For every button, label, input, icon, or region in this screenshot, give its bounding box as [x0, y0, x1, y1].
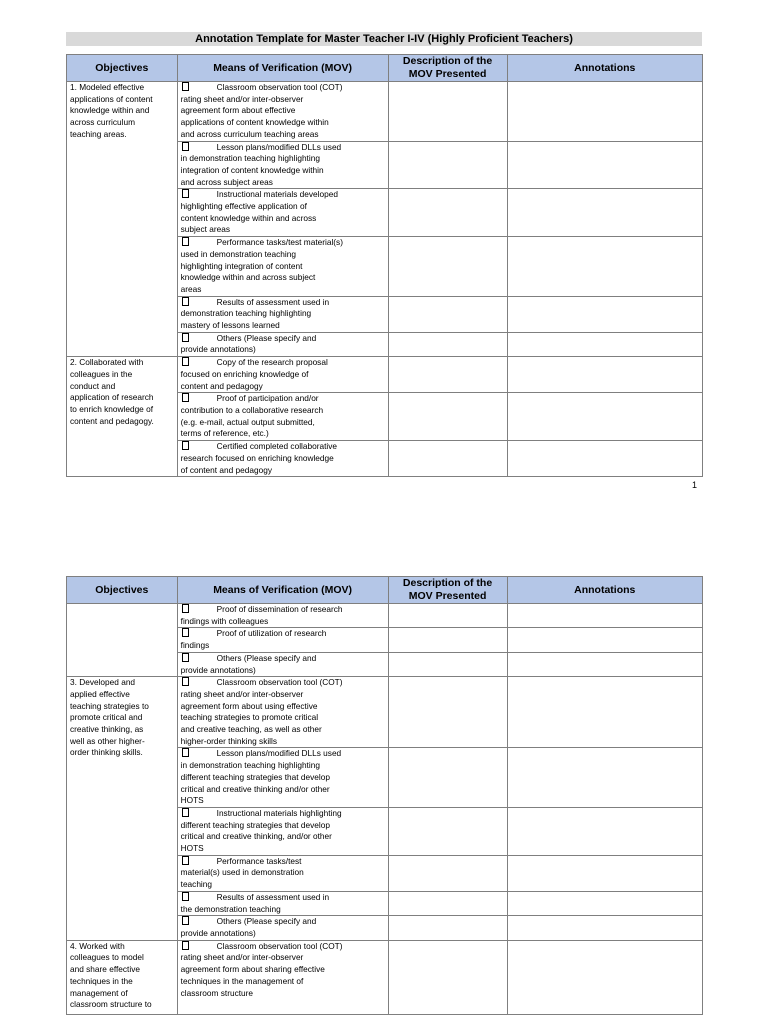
annotation-cell[interactable] — [507, 441, 702, 477]
annotation-table-page-2 — [66, 576, 703, 1015]
checkbox-icon — [182, 808, 189, 817]
mov-text: Others (Please specify and provide annotations) — [180, 332, 317, 355]
mov-text: Classroom observation tool (COT) rating sheet and/or inter-observer agreement form about effective applications of content knowledge within and across curriculum teaching areas — [180, 82, 343, 139]
objective-cell — [67, 604, 178, 677]
header-objectives: Objectives — [67, 577, 178, 604]
header-mov: Means of Verification (MOV) — [177, 577, 388, 604]
table-body — [67, 604, 703, 1015]
annotation-cell[interactable] — [507, 916, 702, 940]
checkbox-icon — [182, 441, 189, 450]
checkbox-icon — [182, 653, 189, 662]
annotation-table-page-1 — [66, 54, 703, 477]
header-annotations: Annotations — [507, 577, 702, 604]
description-cell[interactable] — [388, 940, 507, 1014]
header-description: Description of the MOV Presented — [388, 577, 507, 604]
mov-cell — [177, 357, 388, 393]
annotation-cell[interactable] — [507, 332, 702, 356]
mov-cell — [177, 916, 388, 940]
mov-cell — [177, 332, 388, 356]
description-cell[interactable] — [388, 855, 507, 891]
description-cell[interactable] — [388, 748, 507, 808]
description-cell[interactable] — [388, 652, 507, 676]
annotation-cell[interactable] — [507, 237, 702, 297]
description-cell[interactable] — [388, 891, 507, 915]
annotation-cell[interactable] — [507, 628, 702, 652]
description-cell[interactable] — [388, 441, 507, 477]
table-row — [67, 82, 703, 142]
checkbox-icon — [182, 604, 189, 613]
table-row — [67, 604, 703, 628]
description-cell[interactable] — [388, 82, 507, 142]
mov-text: Instructional materials developed highlighting effective application of content knowledge within and across subject areas — [180, 189, 338, 235]
checkbox-icon — [182, 941, 189, 950]
mov-text: Others (Please specify and provide annotations) — [180, 652, 317, 675]
annotation-cell[interactable] — [507, 393, 702, 441]
table-header-row — [67, 55, 703, 82]
mov-cell — [177, 628, 388, 652]
description-cell[interactable] — [388, 916, 507, 940]
mov-cell — [177, 441, 388, 477]
checkbox-icon — [182, 357, 189, 366]
checkbox-icon — [182, 748, 189, 757]
annotation-cell[interactable] — [507, 807, 702, 855]
checkbox-icon — [182, 142, 189, 151]
description-cell[interactable] — [388, 807, 507, 855]
mov-text: Results of assessment used in the demonstration teaching — [180, 891, 330, 914]
mov-cell — [177, 677, 388, 748]
description-cell[interactable] — [388, 237, 507, 297]
annotation-cell[interactable] — [507, 891, 702, 915]
description-cell[interactable] — [388, 296, 507, 332]
mov-text: Certified completed collaborative research focused on enriching knowledge of content and pedagogy — [180, 441, 338, 475]
table-header-row — [67, 577, 703, 604]
mov-cell — [177, 189, 388, 237]
table-row — [67, 940, 703, 1014]
objective-cell: 1. Modeled effective applications of content knowledge within and across curriculum teaching areas. — [67, 82, 178, 357]
checkbox-icon — [182, 393, 189, 402]
header-annotations: Annotations — [507, 55, 702, 82]
mov-text: Performance tasks/test material(s) used in demonstration teaching highlighting integration of content knowledge within and across subject areas — [180, 237, 343, 294]
mov-text: Proof of utilization of research findings — [180, 628, 327, 651]
mov-cell — [177, 82, 388, 142]
table-row — [67, 677, 703, 748]
mov-text: Copy of the research proposal focused on enriching knowledge of content and pedagogy — [180, 357, 328, 391]
mov-text: Others (Please specify and provide annotations) — [180, 916, 317, 938]
objective-cell: 3. Developed and applied effective teaching strategies to promote critical and creative thinking, as well as other higher- order thinking skills. — [67, 677, 178, 940]
description-cell[interactable] — [388, 332, 507, 356]
mov-cell — [177, 652, 388, 676]
annotation-cell[interactable] — [507, 940, 702, 1014]
mov-cell — [177, 393, 388, 441]
mov-cell — [177, 891, 388, 915]
annotation-cell[interactable] — [507, 652, 702, 676]
checkbox-icon — [182, 856, 189, 865]
mov-text: Performance tasks/test material(s) used in demonstration teaching — [180, 855, 304, 890]
table-row — [67, 357, 703, 393]
document-title: Annotation Template for Master Teacher I-IV (Highly Proficient Teachers) — [66, 32, 702, 46]
mov-text: Classroom observation tool (COT) rating sheet and/or inter-observer agreement form about using effective teaching strategies to promote critical and creative teaching, as well as other higher-order thinking skills — [180, 677, 343, 746]
annotation-cell[interactable] — [507, 296, 702, 332]
description-cell[interactable] — [388, 357, 507, 393]
mov-cell — [177, 940, 388, 1014]
header-objectives: Objectives — [67, 55, 178, 82]
header-mov: Means of Verification (MOV) — [177, 55, 388, 82]
checkbox-icon — [182, 916, 189, 925]
checkbox-icon — [182, 892, 189, 901]
annotation-cell[interactable] — [507, 748, 702, 808]
objective-cell: 4. Worked with colleagues to model and share effective techniques in the management of classroom structure to — [67, 940, 178, 1014]
description-cell[interactable] — [388, 604, 507, 628]
annotation-cell[interactable] — [507, 604, 702, 628]
description-cell[interactable] — [388, 628, 507, 652]
checkbox-icon — [182, 628, 189, 637]
table-body — [67, 82, 703, 477]
checkbox-icon — [182, 82, 189, 91]
objective-cell: 2. Collaborated with colleagues in the conduct and application of research to enrich knowledge of content and pedagogy. — [67, 357, 178, 477]
annotation-cell[interactable] — [507, 677, 702, 748]
mov-text: Proof of participation and/or contribution to a collaborative research (e.g. e-mail, actual output submitted, terms of reference, etc.) — [180, 393, 324, 439]
mov-text: Proof of dissemination of research findings with colleagues — [180, 604, 343, 626]
mov-cell — [177, 807, 388, 855]
description-cell[interactable] — [388, 189, 507, 237]
checkbox-icon — [182, 237, 189, 246]
header-description: Description of the MOV Presented — [388, 55, 507, 82]
checkbox-icon — [182, 677, 189, 686]
annotation-cell[interactable] — [507, 357, 702, 393]
mov-text: Instructional materials highlighting different teaching strategies that develop critical and creative thinking, and/or other HOTS — [180, 807, 342, 854]
mov-cell — [177, 748, 388, 808]
mov-cell — [177, 237, 388, 297]
description-cell[interactable] — [388, 677, 507, 748]
mov-text: Classroom observation tool (COT) rating sheet and/or inter-observer agreement form about sharing effective techniques in the management of classroom structure — [180, 940, 343, 998]
annotation-cell[interactable] — [507, 189, 702, 237]
description-cell[interactable] — [388, 393, 507, 441]
annotation-cell[interactable] — [507, 855, 702, 891]
annotation-cell[interactable] — [507, 141, 702, 189]
mov-cell — [177, 141, 388, 189]
description-cell[interactable] — [388, 141, 507, 189]
mov-text: Lesson plans/modified DLLs used in demonstration teaching highlighting different teaching strategies that develop critical and creative thinking and/or other HOTS — [180, 748, 342, 806]
mov-text: Lesson plans/modified DLLs used in demonstration teaching highlighting integration of content knowledge within and across subject areas — [180, 141, 342, 187]
mov-text: Results of assessment used in demonstration teaching highlighting mastery of lessons learned — [180, 296, 330, 331]
checkbox-icon — [182, 333, 189, 342]
checkbox-icon — [182, 189, 189, 198]
mov-cell — [177, 855, 388, 891]
annotation-cell[interactable] — [507, 82, 702, 142]
mov-cell — [177, 604, 388, 628]
checkbox-icon — [182, 297, 189, 306]
mov-cell — [177, 296, 388, 332]
page-number: 1 — [692, 480, 698, 490]
